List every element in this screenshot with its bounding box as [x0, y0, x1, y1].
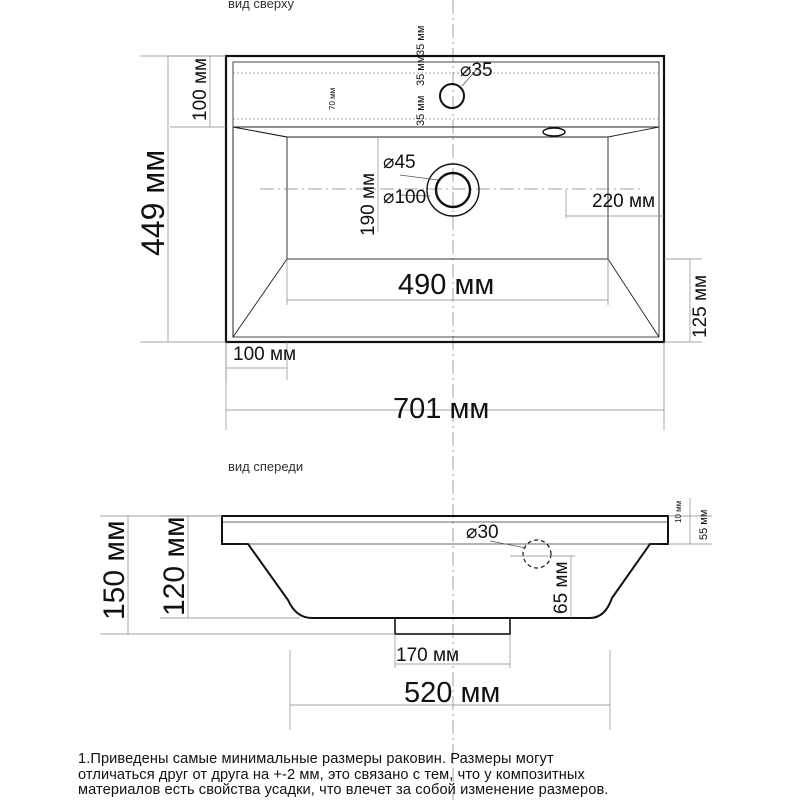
drain-width-label: 170 мм: [396, 645, 460, 666]
footnote-line-2: отличаться друг от друга на +-2 мм, это связано с тем, что у композитных: [78, 766, 585, 783]
drain-from-back-label: 190 мм: [358, 172, 379, 236]
total-height-label: 150 мм: [98, 520, 131, 620]
drain-from-side-label: 220 мм: [592, 191, 656, 212]
bowl-back-slope: [233, 127, 659, 137]
bowl-front-right-edge: [608, 259, 659, 337]
sink-front-profile: [222, 516, 668, 618]
drain-inner-label: ⌀45: [383, 152, 416, 173]
overflow-height-label: 65 мм: [551, 561, 572, 614]
overall-height-label: 449 мм: [135, 149, 171, 256]
drain-outer-label: ⌀100: [383, 187, 427, 208]
shelf-dim-35a: 35 мм: [415, 55, 427, 86]
drain-outlet: [395, 618, 510, 634]
bowl-width-label: 490 мм: [398, 269, 495, 301]
overflow-hole-label: ⌀30: [466, 522, 499, 543]
front-view-label: вид спереди: [228, 459, 304, 474]
rim-height-label: 55 мм: [698, 509, 710, 540]
bowl-to-side-label: 100 мм: [233, 344, 297, 365]
faucet-hole-icon: [440, 84, 464, 108]
bowl-height-label: 120 мм: [158, 516, 191, 616]
bowl-to-front-label: 125 мм: [690, 274, 711, 338]
base-width-label: 520 мм: [404, 677, 501, 709]
bowl-front-left-edge: [233, 259, 287, 337]
footnote-line-3: материалов есть свойства усадки, что влечет за собой изменение размеров.: [78, 782, 609, 798]
shelf-dim-35c: 35 мм: [415, 95, 427, 126]
bowl-bottom: [287, 137, 608, 259]
faucet-hole-label: ⌀35: [460, 60, 493, 81]
shelf-dim-70: 70 мм: [328, 87, 337, 110]
top-view-label: вид сверху: [228, 0, 294, 11]
footnote: [78, 752, 798, 799]
shelf-depth-label: 100 мм: [190, 57, 211, 121]
rim-top-label: 10 мм: [674, 500, 683, 523]
footnote-line-1: 1.Приведены самые минимальные размеры раковин. Размеры могут: [78, 751, 554, 767]
shelf-dim-35b: 35 мм: [415, 25, 427, 56]
overall-width-label: 701 мм: [393, 393, 490, 425]
overflow-slot-icon: [543, 128, 565, 136]
